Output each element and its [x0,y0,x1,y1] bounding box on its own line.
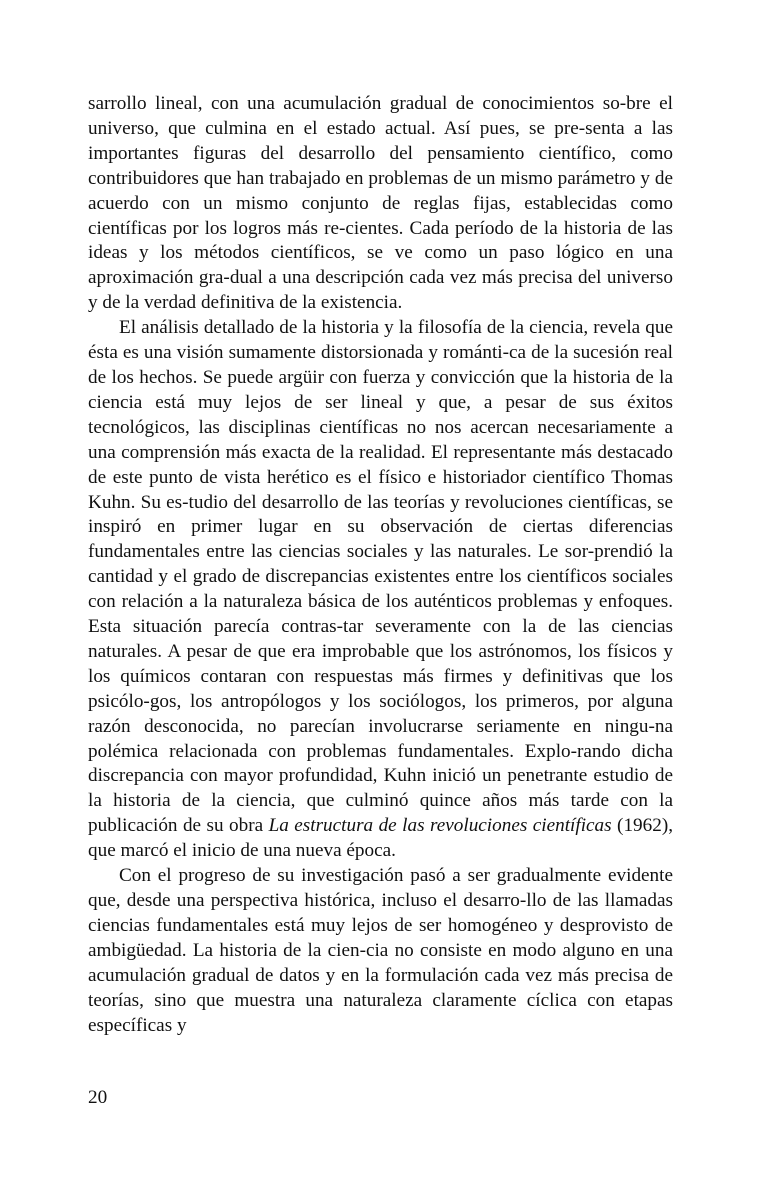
book-title: La estructura de las revoluciones científicas [268,815,612,837]
paragraph [88,316,673,864]
body-text [88,92,673,1038]
paragraph-text: (1962), que marcó el inicio de una nueva época. [88,815,674,862]
page-number: 20 [88,1087,108,1108]
paragraph: Con el progreso de su investigación pasó a ser gradualmente evidente que, desde una perspectiva histórica, incluso el desarro-llo de las llamadas ciencias fundamentales está muy lejos de ser homogéneo y desprovisto de ambigüedad. La historia de la cien-cia no consiste en modo alguno en una acumulación gradual de datos y en la formulación cada vez más precisa de teorías, sino que muestra una naturaleza claramente cíclica con etapas específicas y [88,865,673,1036]
paragraph: sarrollo lineal, con una acumulación gradual de conocimientos so-bre el universo, que culmina en el estado actual. Así pues, se pre-senta a las importantes figuras del desarrollo del pensamiento científico, como contribuidores que han trabajado en problemas de un mismo parámetro y de acuerdo con un mismo conjunto de reglas fijas, establecidas como científicas por los logros más re-cientes. Cada período de la historia de las ideas y los métodos científicos, se ve como un paso lógico en una aproximación gra-dual a una descripción cada vez más precisa del universo y de la verdad definitiva de la existencia. [88,93,673,314]
paragraph-text: El análisis detallado de la historia y la filosofía de la ciencia, revela que ésta es una visión sumamente distorsionada y románti-ca de la sucesión real de los hechos. Se puede argüir con fuerza y convicción que la historia de la ciencia está muy lejos de ser lineal y que, a pesar de sus éxitos tecnológicos, las disciplinas científicas no nos acercan necesariamente a una comprensión más exacta de la realidad. El representante más destacado de este punto de vista herético es el físico e historiador científico Thomas Kuhn. Su es-tudio del desarrollo de las teorías y revoluciones científicas, se inspiró en primer lugar en su observación de ciertas diferencias fundamentales entre las ciencias sociales y las naturales. Le sor-prendió la cantidad y el grado de discrepancias existentes entre los científicos sociales con relación a la naturaleza básica de los auténticos problemas y enfoques. Esta situación parecía contras-tar severamente con la de las ciencias naturales. A pesar de que era improbable que los astrónomos, los físicos y los químicos contaran con respuestas más firmes y definitivas que los psicólo-gos, los antropólogos y los sociólogos, los primeros, por alguna razón desconocida, no parecían involucrarse seriamente en ningu-na polémica relacionada con problemas fundamentales. Explo-rando dicha discrepancia con mayor profundidad, Kuhn inició un penetrante estudio de la historia de la ciencia, que culminó quince años más tarde con la publicación de su obra [88,317,673,837]
